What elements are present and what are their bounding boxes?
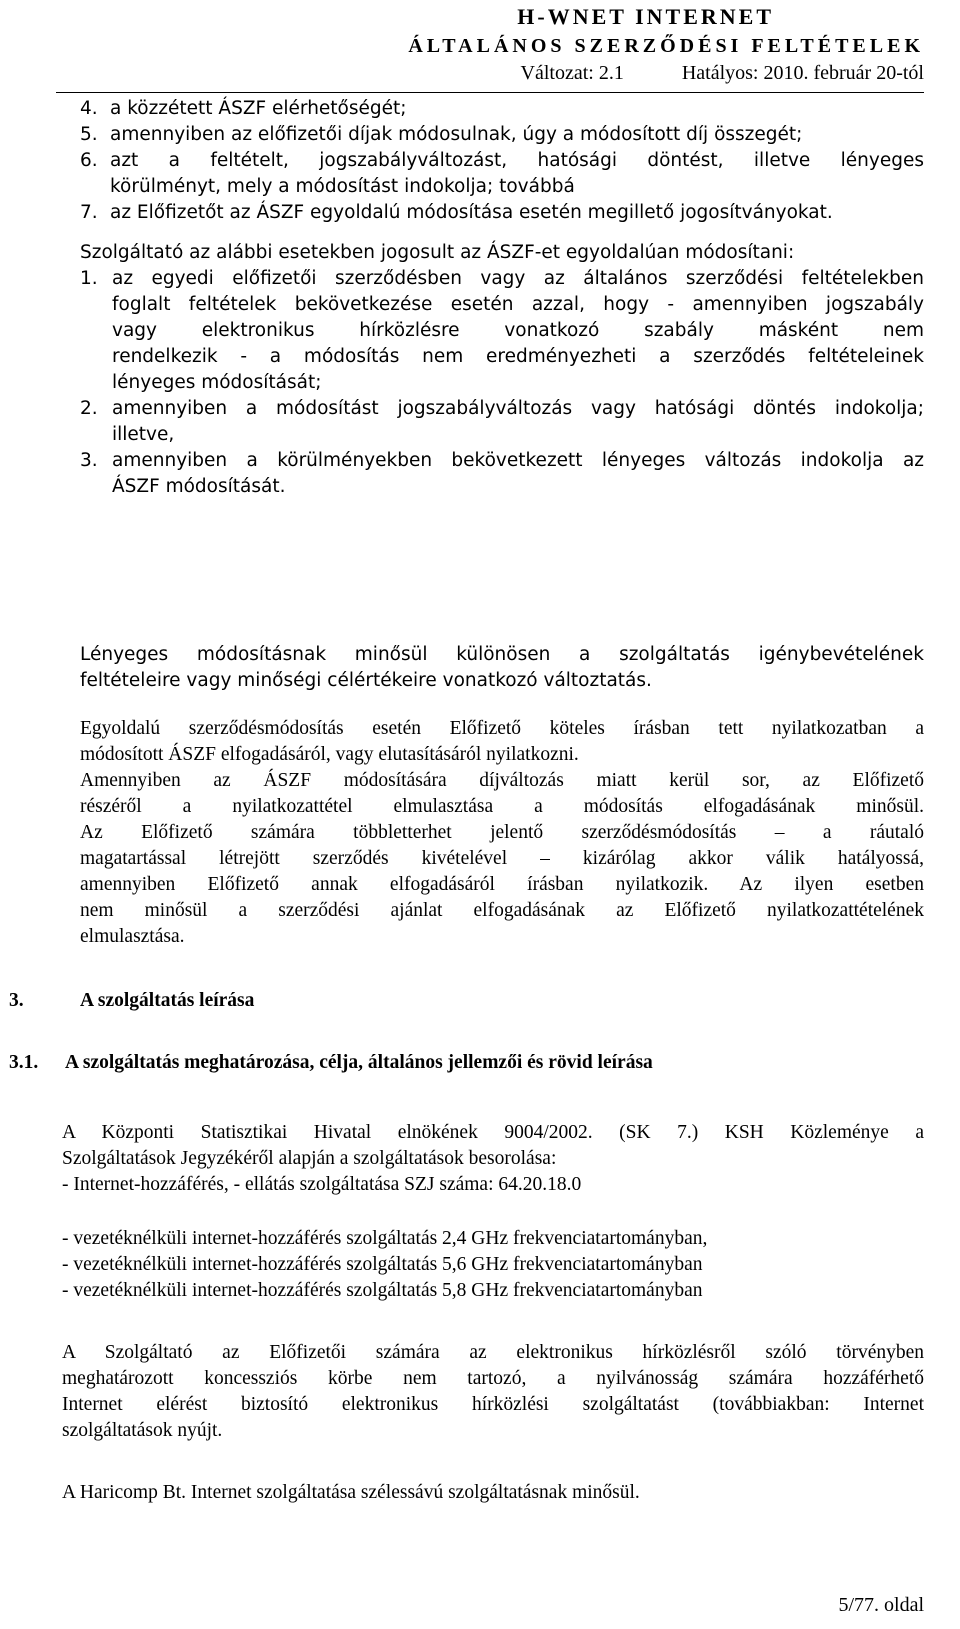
list-number: 1. bbox=[80, 268, 98, 289]
list-item bbox=[0, 96, 924, 122]
list-text-continuation: lényeges módosítását; bbox=[112, 372, 322, 393]
paragraph-provider bbox=[0, 1340, 924, 1444]
paragraph-ksh bbox=[0, 1120, 924, 1198]
list-item bbox=[0, 200, 924, 226]
list-text: amennyiben a körülményekben bekövetkezett lényeges változás indokolja az bbox=[112, 450, 924, 471]
paragraph-line: Internet elérést biztosító elektronikus hírközlési szolgáltatást (továbbiakban: Internet bbox=[62, 1394, 924, 1415]
paragraph-line: A Haricomp Bt. Internet szolgáltatása szélessávú szolgáltatásnak minősül. bbox=[62, 1482, 640, 1503]
list-item bbox=[0, 122, 924, 148]
paragraph-line: részéről a nyilatkozattétel elmulasztása a módosítás elfogadásának minősül. bbox=[80, 796, 924, 817]
list-text: az egyedi előfizetői szerződésben vagy az általános szerződési feltételekben bbox=[112, 268, 924, 289]
paragraph-line: módosított ÁSZF elfogadásáról, vagy elutasításáról nyilatkozni. bbox=[80, 744, 579, 765]
paragraph-line: meghatározott koncessziós körbe nem tartozó, a nyilvánosság számára hozzáférhető bbox=[62, 1368, 924, 1389]
company-name: H-WNET INTERNET bbox=[517, 4, 774, 29]
list-number: 3. bbox=[80, 450, 98, 471]
version: Változat: 2.1 bbox=[520, 62, 624, 84]
list-number: 6. bbox=[80, 150, 98, 171]
list-text-continuation: rendelkezik - a módosítás nem eredményezheti a szerződés feltételeinek bbox=[112, 346, 924, 367]
paragraph-line: amennyiben Előfizető annak elfogadásáról írásban nyilatkozik. Az ilyen esetben bbox=[80, 874, 924, 895]
paragraph-line: A Szolgáltató az Előfizetői számára az elektronikus hírközlésről szóló törvényben bbox=[62, 1342, 924, 1363]
wireless-item: - vezetéknélküli internet-hozzáférés szolgáltatás 5,8 GHz frekvenciatartományban bbox=[62, 1280, 703, 1301]
list-item bbox=[0, 148, 924, 174]
list-item bbox=[0, 396, 924, 422]
paragraph-egyoldalu bbox=[0, 716, 924, 950]
section-number: 3.1. bbox=[9, 1052, 39, 1073]
header-rule bbox=[56, 92, 924, 93]
list-text-continuation: körülményt, mely a módosítást indokolja; továbbá bbox=[110, 176, 575, 197]
paragraph-line: Amennyiben az ÁSZF módosítására díjváltozás miatt kerül sor, az Előfizető bbox=[80, 770, 924, 791]
list-item bbox=[0, 266, 924, 292]
list-text: amennyiben az előfizetői díjak módosulnak, úgy a módosított díj összegét; bbox=[110, 124, 803, 145]
list-a bbox=[0, 96, 924, 226]
paragraph-haricomp bbox=[0, 1480, 924, 1506]
paragraph-line: elmulasztása. bbox=[80, 926, 185, 947]
wireless-list bbox=[0, 1226, 924, 1304]
paragraph-lenyeges bbox=[0, 642, 924, 694]
paragraph-line: Szolgáltatások Jegyzékéről alapján a szolgáltatások besorolása: bbox=[62, 1148, 557, 1169]
effective-date: Hatályos: 2010. február 20-tól bbox=[681, 62, 924, 84]
page-header bbox=[164, 0, 924, 86]
paragraph-line: nem minősül a szerződési ajánlat elfogadásának az Előfizető nyilatkozattételének bbox=[80, 900, 924, 921]
list-number: 5. bbox=[80, 124, 98, 145]
list-text-continuation: illetve, bbox=[112, 424, 175, 445]
list-text-continuation: foglalt feltételek bekövetkezése esetén azzal, hogy - amennyiben jogszabály bbox=[112, 294, 924, 315]
list-number: 7. bbox=[80, 202, 98, 223]
paragraph-line: magatartással létrejött szerződés kivételével – kizárólag akkor válik hatályossá, bbox=[80, 848, 924, 869]
list-text: amennyiben a módosítást jogszabályváltozás vagy hatósági döntés indokolja; bbox=[112, 398, 924, 419]
paragraph-line: feltételeire vagy minőségi célértékeire vonatkozó változtatás. bbox=[80, 670, 652, 691]
wireless-item: - vezetéknélküli internet-hozzáférés szolgáltatás 5,6 GHz frekvenciatartományban bbox=[62, 1254, 703, 1275]
paragraph-line: Egyoldalú szerződésmódosítás esetén Előfizető köteles írásban tett nyilatkozatban a bbox=[80, 718, 924, 739]
document-title: ÁLTALÁNOS SZERZŐDÉSI FELTÉTELEK bbox=[408, 35, 924, 57]
paragraph-line: A Központi Statisztikai Hivatal elnökének 9004/2002. (SK 7.) KSH Közleménye a bbox=[62, 1122, 924, 1143]
section-number: 3. bbox=[9, 990, 24, 1011]
list-text-continuation: vagy elektronikus hírközlésre vonatkozó szabály másként nem bbox=[112, 320, 924, 341]
wireless-item: - vezetéknélküli internet-hozzáférés szolgáltatás 2,4 GHz frekvenciatartományban, bbox=[62, 1228, 708, 1249]
paragraph-line: Az Előfizető számára többletterhet jelentő szerződésmódosítás – a ráutaló bbox=[80, 822, 924, 843]
page-number: 5/77. oldal bbox=[838, 1594, 924, 1616]
version-line bbox=[164, 60, 924, 86]
list-number: 4. bbox=[80, 98, 98, 119]
list-b bbox=[0, 266, 924, 500]
list-number: 2. bbox=[80, 398, 98, 419]
section-title: A szolgáltatás leírása bbox=[80, 990, 255, 1011]
section-title: A szolgáltatás meghatározása, célja, általános jellemzői és rövid leírása bbox=[65, 1052, 653, 1073]
intro-text: Szolgáltató az alábbi esetekben jogosult az ÁSZF-et egyoldalúan módosítani: bbox=[80, 242, 795, 263]
paragraph-line: - Internet-hozzáférés, - ellátás szolgáltatása SZJ száma: 64.20.18.0 bbox=[62, 1174, 582, 1195]
list-text: az Előfizetőt az ÁSZF egyoldalú módosítása esetén megillető jogosítványokat. bbox=[110, 202, 833, 223]
list-text: a közzétett ÁSZF elérhetőségét; bbox=[110, 98, 407, 119]
paragraph-line: Lényeges módosításnak minősül különösen a szolgáltatás igénybevételének bbox=[80, 644, 924, 665]
list-text: azt a feltételt, jogszabályváltozást, hatósági döntést, illetve lényeges bbox=[110, 150, 924, 171]
paragraph-line: szolgáltatások nyújt. bbox=[62, 1420, 223, 1441]
list-item bbox=[0, 448, 924, 474]
intro-paragraph bbox=[0, 240, 924, 266]
list-text-continuation: ÁSZF módosítását. bbox=[112, 476, 286, 497]
